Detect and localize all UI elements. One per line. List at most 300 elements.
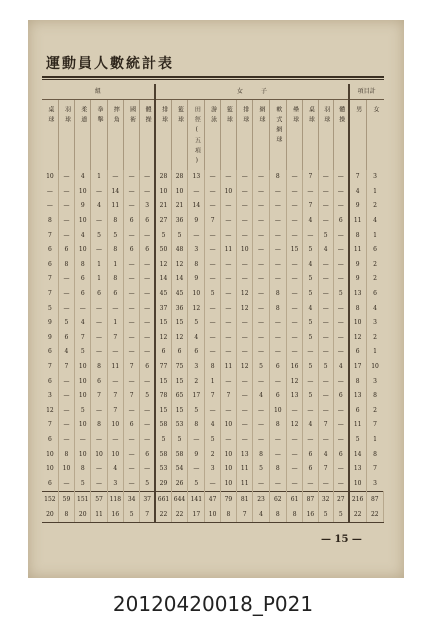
table-cell: —	[237, 272, 253, 287]
table-cell: 11	[107, 199, 123, 214]
table-cell: —	[269, 258, 286, 273]
table-cell: —	[269, 199, 286, 214]
column-header-label: 籃球	[176, 106, 184, 126]
table-cell: —	[140, 287, 155, 302]
table-cell: 10	[75, 360, 91, 375]
table-cell: —	[91, 301, 107, 316]
totals-cell: 4	[253, 507, 269, 523]
totals-cell: 10	[205, 507, 220, 523]
table-cell: 6	[123, 214, 139, 229]
table-cell: —	[318, 316, 333, 331]
table-cell: 10	[91, 447, 107, 462]
table-cell: 6	[123, 418, 139, 433]
table-cell: 10	[75, 389, 91, 404]
column-header-label: 壘球	[291, 106, 299, 126]
table-cell: 8	[269, 301, 286, 316]
table-cell: 11	[349, 214, 366, 229]
table-cell: —	[269, 272, 286, 287]
table-cell: —	[123, 185, 139, 200]
table-row	[42, 389, 384, 404]
table-cell: —	[220, 374, 236, 389]
table-cell: —	[140, 374, 155, 389]
table-cell: —	[205, 228, 220, 243]
table-cell: 53	[155, 462, 171, 477]
table-cell: —	[123, 301, 139, 316]
column-header	[91, 100, 107, 171]
table-cell: —	[205, 331, 220, 346]
totals-cell: 79	[220, 492, 236, 508]
table-cell: 16	[286, 360, 302, 375]
table-cell: 7	[91, 389, 107, 404]
table-cell: 5	[333, 287, 348, 302]
table-cell: 5	[171, 228, 187, 243]
table-cell: 10	[220, 418, 236, 433]
table-cell: 6	[155, 345, 171, 360]
table-cell: —	[286, 214, 302, 229]
table-cell: 9	[349, 258, 366, 273]
table-cell: —	[303, 374, 318, 389]
group-left-label: 組	[42, 84, 155, 100]
table-cell: 5	[107, 228, 123, 243]
column-header	[220, 100, 236, 171]
column-header-label: 田徑(五項)	[193, 106, 201, 168]
column-header	[123, 100, 139, 171]
table-cell: 4	[205, 418, 220, 433]
totals-cell: 644	[171, 492, 187, 508]
table-cell: 9	[42, 331, 58, 346]
table-cell: —	[140, 433, 155, 448]
table-cell: 7	[42, 360, 58, 375]
table-cell: —	[318, 272, 333, 287]
table-cell: 5	[253, 360, 269, 375]
table-row	[42, 258, 384, 273]
table-cell: 10	[220, 447, 236, 462]
table-cell: 8	[269, 462, 286, 477]
table-cell: —	[58, 214, 74, 229]
table-cell: 8	[107, 243, 123, 258]
totals-cell: 57	[91, 492, 107, 508]
table-cell: —	[140, 404, 155, 419]
table-cell: 75	[171, 360, 187, 375]
table-cell: 12	[237, 360, 253, 375]
column-header-label: 桌球	[46, 106, 54, 126]
table-cell: 10	[349, 316, 366, 331]
table-cell: —	[205, 301, 220, 316]
table-cell: —	[220, 301, 236, 316]
table-cell: 7	[107, 389, 123, 404]
table-cell: 4	[75, 316, 91, 331]
column-header	[303, 100, 318, 171]
table-cell: 1	[91, 272, 107, 287]
table-cell: 10	[75, 185, 91, 200]
table-cell: —	[237, 404, 253, 419]
table-cell: —	[237, 345, 253, 360]
table-cell: 4	[107, 462, 123, 477]
table-cell: 77	[155, 360, 171, 375]
table-cell: 7	[303, 170, 318, 185]
table-cell: 15	[171, 374, 187, 389]
table-cell: —	[123, 462, 139, 477]
table-cell: 4	[318, 243, 333, 258]
table-cell: 10	[237, 243, 253, 258]
table-cell: —	[253, 345, 269, 360]
table-cell: 8	[188, 258, 205, 273]
table-cell: —	[107, 374, 123, 389]
table-cell: 2	[373, 333, 377, 341]
table-cell: 6	[333, 389, 348, 404]
table-cell: —	[123, 447, 139, 462]
table-cell: 6	[75, 272, 91, 287]
table-cell: —	[269, 447, 286, 462]
column-header	[58, 100, 74, 171]
table-cell: 6	[42, 433, 58, 448]
statistics-table	[42, 84, 384, 523]
table-cell: 5	[318, 228, 333, 243]
table-cell: —	[333, 170, 348, 185]
table-cell: —	[58, 389, 74, 404]
table-cell: 3	[107, 476, 123, 491]
column-header-label: 網球	[258, 106, 265, 126]
table-cell: 6	[373, 246, 377, 254]
table-cell: 54	[171, 462, 187, 477]
table-cell: 5	[303, 360, 318, 375]
table-cell: —	[205, 272, 220, 287]
table-cell: 21	[155, 199, 171, 214]
column-header	[188, 100, 205, 171]
table-cell: 5	[155, 228, 171, 243]
table-cell: —	[286, 272, 302, 287]
table-cell: —	[107, 170, 123, 185]
table-cell: —	[123, 272, 139, 287]
table-cell: —	[286, 316, 302, 331]
table-cell: 15	[171, 316, 187, 331]
totals-cell: 47	[205, 492, 220, 508]
table-cell: 8	[349, 301, 366, 316]
table-cell: 6	[107, 287, 123, 302]
table-cell: 10	[75, 243, 91, 258]
totals-cell: 16	[107, 507, 123, 523]
column-header	[253, 100, 269, 171]
table-cell: 15	[171, 404, 187, 419]
column-header-label: 國術	[128, 106, 136, 126]
table-cell: —	[220, 170, 236, 185]
table-cell: 8	[58, 258, 74, 273]
table-cell: 10	[75, 214, 91, 229]
table-cell: —	[123, 374, 139, 389]
table-cell: —	[286, 287, 302, 302]
table-cell: —	[333, 316, 348, 331]
table-cell: 53	[171, 418, 187, 433]
table-cell: 3	[205, 462, 220, 477]
table-cell: 6	[349, 345, 366, 360]
table-cell: —	[318, 476, 333, 491]
table-cell: 3	[373, 479, 377, 487]
table-cell: 6	[75, 287, 91, 302]
table-cell: 2	[373, 202, 377, 210]
table-cell: —	[269, 243, 286, 258]
totals-cell: 87	[303, 492, 318, 508]
table-cell: 78	[155, 389, 171, 404]
table-cell: —	[237, 433, 253, 448]
totals-cell: 37	[140, 492, 155, 508]
totals-cell: 61	[286, 492, 302, 508]
table-cell: —	[286, 476, 302, 491]
table-cell: 37	[155, 301, 171, 316]
table-cell: 2	[373, 260, 377, 268]
table-row	[42, 287, 384, 302]
table-cell: 10	[171, 185, 187, 200]
table-cell: —	[318, 287, 333, 302]
column-header-label: 羽球	[63, 106, 71, 126]
table-cell: —	[318, 389, 333, 404]
table-row	[42, 185, 384, 200]
table-cell: 10	[107, 447, 123, 462]
table-cell: —	[286, 331, 302, 346]
table-cell: —	[286, 258, 302, 273]
table-cell: 2	[205, 447, 220, 462]
table-cell: 10	[75, 418, 91, 433]
totals-cell: 34	[123, 492, 139, 508]
table-row	[42, 433, 384, 448]
table-cell: —	[333, 185, 348, 200]
table-cell: —	[318, 345, 333, 360]
table-cell: 4	[75, 170, 91, 185]
table-cell: 45	[171, 287, 187, 302]
column-header	[107, 100, 123, 171]
column-header-label: 男	[354, 106, 362, 116]
table-cell: —	[318, 433, 333, 448]
table-cell: 48	[171, 243, 187, 258]
table-cell: 9	[349, 199, 366, 214]
table-cell: —	[58, 433, 74, 448]
totals-cell: 23	[253, 492, 269, 508]
table-cell: —	[253, 258, 269, 273]
table-cell: —	[58, 287, 74, 302]
totals-row	[42, 492, 384, 508]
table-cell: —	[91, 433, 107, 448]
table-cell: —	[333, 258, 348, 273]
totals-cell: 216	[349, 492, 366, 508]
table-cell: —	[123, 345, 139, 360]
table-cell: 6	[140, 243, 155, 258]
table-cell: —	[237, 418, 253, 433]
table-cell: —	[58, 404, 74, 419]
table-cell: 5	[140, 389, 155, 404]
table-cell: —	[303, 228, 318, 243]
table-cell: 12	[42, 404, 58, 419]
table-cell: 1	[205, 374, 220, 389]
table-cell: 5	[140, 476, 155, 491]
table-cell: —	[91, 404, 107, 419]
table-cell: 6	[140, 214, 155, 229]
table-cell: —	[237, 170, 253, 185]
table-cell: —	[253, 214, 269, 229]
table-cell: —	[42, 199, 58, 214]
table-cell: —	[188, 433, 205, 448]
table-cell: —	[253, 418, 269, 433]
totals-cell: 22	[155, 507, 171, 523]
table-cell: 15	[155, 316, 171, 331]
table-cell: 14	[188, 199, 205, 214]
column-header	[333, 100, 348, 171]
image-caption: 20120420018_P021	[112, 592, 314, 616]
table-cell: 21	[171, 199, 187, 214]
totals-cell: 5	[333, 507, 348, 523]
table-cell: —	[91, 476, 107, 491]
totals-cell: 8	[220, 507, 236, 523]
table-cell: 5	[155, 433, 171, 448]
table-cell: 5	[91, 228, 107, 243]
table-cell: —	[205, 185, 220, 200]
table-cell: 7	[205, 389, 220, 404]
totals-row	[42, 507, 384, 523]
table-cell: 6	[42, 345, 58, 360]
table-cell: 10	[220, 185, 236, 200]
column-header	[205, 100, 220, 171]
table-cell: —	[220, 199, 236, 214]
table-cell: 6	[91, 374, 107, 389]
table-cell: —	[237, 228, 253, 243]
table-cell: —	[75, 301, 91, 316]
table-cell: 3	[373, 173, 377, 181]
table-cell: 8	[75, 258, 91, 273]
table-cell: —	[253, 287, 269, 302]
table-cell: —	[123, 199, 139, 214]
table-cell: 10	[58, 462, 74, 477]
table-cell: 14	[155, 272, 171, 287]
table-cell: —	[58, 199, 74, 214]
table-cell: 2	[188, 374, 205, 389]
table-cell: —	[58, 272, 74, 287]
table-cell: —	[140, 272, 155, 287]
table-cell: —	[237, 331, 253, 346]
table-cell: 8	[269, 170, 286, 185]
table-cell: —	[140, 228, 155, 243]
table-cell: —	[58, 170, 74, 185]
table-cell: 8	[373, 450, 377, 458]
table-cell: 3	[373, 377, 377, 385]
totals-cell: 17	[188, 507, 205, 523]
table-cell: —	[253, 331, 269, 346]
table-cell: 6	[188, 345, 205, 360]
column-header	[75, 100, 91, 171]
table-cell: —	[220, 228, 236, 243]
table-cell: 5	[75, 404, 91, 419]
table-cell: —	[286, 345, 302, 360]
group-total-label: 項目計	[349, 84, 384, 100]
table-cell: —	[269, 331, 286, 346]
table-row	[42, 418, 384, 433]
table-cell: 8	[58, 447, 74, 462]
table-cell: —	[205, 476, 220, 491]
totals-cell: 8	[58, 507, 74, 523]
table-row	[42, 214, 384, 229]
table-cell: 17	[349, 360, 366, 375]
table-cell: 2	[373, 406, 377, 414]
table-cell: —	[42, 185, 58, 200]
totals-cell: 7	[237, 507, 253, 523]
table-cell: —	[253, 170, 269, 185]
totals-cell: 7	[140, 507, 155, 523]
table-cell: —	[333, 331, 348, 346]
column-header-label: 體操	[337, 106, 345, 126]
table-cell: 11	[237, 462, 253, 477]
table-cell: —	[333, 228, 348, 243]
table-cell: —	[220, 287, 236, 302]
table-cell: 5	[75, 345, 91, 360]
table-cell: 10	[42, 170, 58, 185]
table-cell: —	[205, 243, 220, 258]
table-cell: —	[140, 170, 155, 185]
table-row	[42, 243, 384, 258]
table-row	[42, 476, 384, 491]
table-cell: —	[237, 374, 253, 389]
table-cell: 7	[373, 421, 377, 429]
table-cell: 14	[349, 447, 366, 462]
table-cell: —	[253, 228, 269, 243]
totals-cell: 81	[237, 492, 253, 508]
table-cell: 8	[269, 418, 286, 433]
table-cell: —	[237, 214, 253, 229]
column-header	[171, 100, 187, 171]
table-cell: —	[107, 345, 123, 360]
table-cell: 6	[91, 287, 107, 302]
table-cell: —	[253, 272, 269, 287]
table-cell: —	[123, 316, 139, 331]
table-cell: —	[286, 199, 302, 214]
table-cell: 11	[349, 243, 366, 258]
table-cell: 5	[303, 287, 318, 302]
table-cell: —	[269, 228, 286, 243]
table-cell: 8	[373, 392, 377, 400]
table-cell: 5	[188, 404, 205, 419]
table-cell: 3	[42, 389, 58, 404]
table-row	[42, 374, 384, 389]
table-cell: 45	[155, 287, 171, 302]
table-cell: 6	[140, 447, 155, 462]
table-cell: —	[253, 316, 269, 331]
table-cell: 8	[349, 228, 366, 243]
table-cell: 12	[349, 331, 366, 346]
table-row	[42, 462, 384, 477]
table-cell: 9	[188, 447, 205, 462]
table-cell: —	[237, 389, 253, 404]
table-cell: —	[333, 404, 348, 419]
table-cell: 13	[349, 389, 366, 404]
table-cell: —	[220, 272, 236, 287]
table-cell: —	[237, 258, 253, 273]
table-title: 運動員人數統計表	[46, 56, 174, 72]
column-header-label: 羽球	[322, 106, 330, 126]
table-cell: 10	[107, 418, 123, 433]
table-cell: 10	[371, 363, 379, 371]
table-totals	[42, 492, 384, 523]
table-cell: —	[140, 345, 155, 360]
table-cell: 5	[205, 287, 220, 302]
table-cell: 9	[349, 272, 366, 287]
table-cell: 8	[349, 374, 366, 389]
table-cell: 10	[188, 287, 205, 302]
table-cell: 4	[333, 360, 348, 375]
table-cell: —	[318, 331, 333, 346]
table-cell: 13	[349, 462, 366, 477]
table-cell: 1	[91, 170, 107, 185]
table-cell: —	[205, 199, 220, 214]
table-row	[42, 199, 384, 214]
table-cell: —	[318, 404, 333, 419]
table-cell: —	[333, 433, 348, 448]
table-cell: —	[253, 476, 269, 491]
